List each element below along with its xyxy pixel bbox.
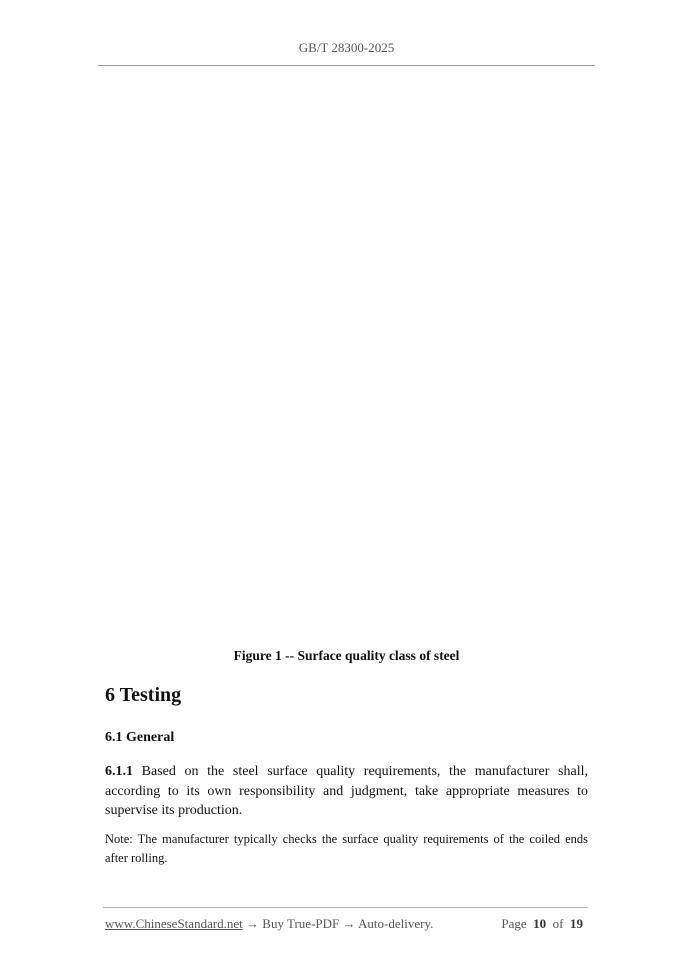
- footer-promo-text: → Buy True-PDF → Auto-delivery.: [246, 916, 434, 931]
- subsection-heading: 6.1 General: [105, 730, 175, 745]
- page-current: 10: [533, 916, 547, 931]
- page-of-label: of: [552, 916, 564, 931]
- section-heading: 6 Testing: [105, 684, 182, 706]
- page-label: Page: [501, 916, 527, 931]
- clause-paragraph: [105, 762, 588, 821]
- footer-divider: [103, 907, 588, 908]
- figure-caption: Figure 1 -- Surface quality class of steel: [233, 648, 460, 663]
- note-paragraph: Note: The manufacturer typically checks the surface quality requirements of the coiled ends after rolling.: [105, 832, 588, 865]
- clause-text: Based on the steel surface quality requirements, the manufacturer shall, according to its own responsibility and judgment, take appropriate measures to supervise its production.: [105, 764, 588, 818]
- figure-area: [98, 70, 595, 640]
- website-link[interactable]: www.ChineseStandard.net: [105, 916, 243, 931]
- clause-number: 6.1.1: [105, 764, 133, 779]
- header-divider: [98, 65, 595, 66]
- footer-promo: [105, 916, 433, 932]
- page-total: 19: [570, 916, 583, 931]
- page-indicator: [501, 916, 583, 932]
- running-header: GB/T 28300-2025: [298, 40, 395, 55]
